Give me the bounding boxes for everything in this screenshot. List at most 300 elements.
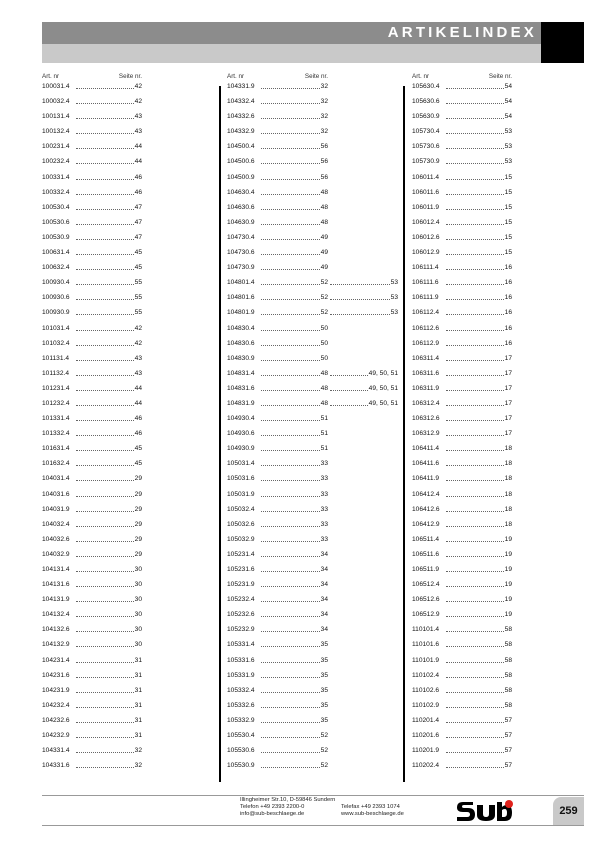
dot-leader (76, 722, 140, 723)
page-reference: 50 (320, 354, 328, 362)
dot-leader (261, 677, 326, 678)
page-reference: 55 (134, 309, 142, 317)
article-number: 105032.6 (227, 520, 255, 528)
article-number: 104630.9 (227, 218, 255, 226)
dot-leader (446, 601, 510, 602)
article-number: 105232.4 (227, 596, 255, 604)
index-row (42, 399, 142, 414)
index-row (42, 233, 142, 248)
page-number: 259 (559, 805, 578, 817)
page-reference: 48 (320, 188, 328, 196)
page-reference: 56 (320, 143, 328, 151)
page-reference: 57 (504, 762, 512, 770)
page-reference-extra: 53 (390, 294, 398, 302)
dot-leader (76, 662, 140, 663)
page-reference: 34 (320, 581, 328, 589)
page-reference: 58 (504, 701, 512, 709)
article-number: 100332.4 (42, 188, 70, 196)
index-row (412, 112, 512, 127)
dot-leader (261, 616, 326, 617)
index-row (42, 731, 142, 746)
article-number: 110102.4 (412, 671, 440, 679)
index-row (412, 369, 512, 384)
article-number: 106012.6 (412, 233, 440, 241)
page-reference: 32 (134, 747, 142, 755)
article-number: 104500.6 (227, 158, 255, 166)
article-number: 106112.9 (412, 339, 440, 347)
page-reference: 30 (134, 566, 142, 573)
article-number: 105730.4 (412, 128, 440, 136)
article-number: 104332.4 (227, 98, 255, 106)
article-number: 104031.9 (42, 505, 70, 513)
page-reference: 19 (504, 535, 512, 543)
index-row (42, 324, 142, 339)
article-number: 106511.6 (412, 550, 440, 558)
dot-leader (261, 646, 326, 647)
article-number: 104630.4 (227, 188, 255, 196)
article-number: 106512.6 (412, 596, 440, 604)
index-row (412, 218, 512, 233)
article-number: 104132.4 (42, 611, 70, 619)
index-row (42, 429, 142, 444)
index-row (227, 716, 398, 731)
page-reference-extra: 53 (390, 309, 398, 317)
article-number: 105331.9 (227, 671, 255, 679)
index-row (412, 414, 512, 429)
index-row (412, 671, 512, 686)
index-column-2 (227, 72, 398, 776)
dot-leader (76, 480, 140, 481)
index-row (42, 746, 142, 761)
page-reference: 15 (504, 218, 512, 226)
footer-address: Illingheimer Str.10, D-59846 Sundern (240, 797, 336, 803)
page-reference: 18 (504, 460, 512, 468)
index-row (42, 354, 142, 369)
page-reference: 31 (134, 656, 142, 664)
page-reference: 43 (134, 354, 142, 362)
page-reference: 45 (134, 264, 142, 272)
page-reference: 46 (134, 415, 142, 423)
index-row (42, 656, 142, 671)
index-row (227, 203, 398, 218)
index-row (227, 731, 398, 746)
index-row (412, 157, 512, 172)
page-reference: 43 (134, 369, 142, 377)
article-number: 104830.4 (227, 324, 255, 332)
index-row (42, 97, 142, 112)
article-number: 100530.4 (42, 203, 70, 211)
dot-leader (76, 88, 140, 89)
dot-leader (261, 556, 326, 557)
dot-leader (446, 254, 510, 255)
dot-leader (446, 677, 510, 678)
index-row (227, 324, 398, 339)
dot-leader (76, 254, 140, 255)
index-row (412, 293, 512, 308)
dot-leader (446, 420, 510, 421)
dot-leader (76, 707, 140, 708)
article-number: 105530.9 (227, 762, 255, 770)
article-number: 105332.9 (227, 716, 255, 724)
page-reference: 35 (320, 656, 328, 664)
article-number: 100232.4 (42, 158, 70, 166)
article-number: 104831.9 (227, 399, 255, 407)
index-row (227, 399, 398, 414)
page-reference: 16 (504, 309, 512, 317)
index-row (42, 248, 142, 263)
dot-leader (446, 133, 510, 134)
index-row (227, 142, 398, 157)
dot-leader (76, 541, 140, 542)
column-header (42, 72, 142, 82)
dot-leader (261, 450, 326, 451)
dot-leader (76, 345, 140, 346)
dot-leader (76, 148, 140, 149)
page-reference: 17 (504, 430, 512, 438)
article-number: 104231.9 (42, 686, 70, 694)
page-reference: 51 (320, 445, 328, 453)
article-number: 106111.4 (412, 264, 439, 272)
dot-leader (261, 631, 326, 632)
dot-leader (261, 284, 326, 285)
article-number: 104500.4 (227, 143, 255, 151)
article-number: 101232.4 (42, 399, 70, 407)
index-row (412, 761, 512, 776)
index-row (227, 414, 398, 429)
page-reference: 16 (504, 279, 512, 287)
page-reference: 30 (134, 626, 142, 634)
page-reference: 15 (504, 203, 512, 211)
page-reference: 15 (504, 173, 512, 181)
index-row (42, 339, 142, 354)
index-row (42, 157, 142, 172)
dot-leader (446, 707, 510, 708)
dot-leader (446, 541, 510, 542)
article-number: 100530.9 (42, 233, 70, 241)
index-row (227, 701, 398, 716)
page-reference: 19 (504, 566, 512, 573)
index-row (227, 640, 398, 655)
page-reference: 18 (504, 505, 512, 513)
article-number: 105031.6 (227, 475, 255, 483)
dot-leader (446, 179, 510, 180)
dot-leader (261, 480, 326, 481)
page-reference: 50 (320, 324, 328, 332)
article-number: 101332.4 (42, 430, 70, 438)
article-number: 106512.4 (412, 581, 440, 589)
page-reference: 34 (320, 566, 328, 573)
index-row (227, 474, 398, 489)
page-reference: 52 (320, 732, 328, 740)
page-reference: 31 (134, 732, 142, 740)
index-row (412, 535, 512, 550)
article-number: 105032.9 (227, 535, 255, 543)
index-row (412, 263, 512, 278)
page-reference: 47 (134, 203, 142, 211)
article-number: 100331.4 (42, 173, 70, 181)
dot-leader (446, 360, 510, 361)
dot-leader (446, 103, 510, 104)
dot-leader (76, 616, 140, 617)
page-reference: 31 (134, 686, 142, 694)
dot-leader (76, 269, 140, 270)
index-row (412, 595, 512, 610)
index-row (227, 550, 398, 565)
index-row (227, 520, 398, 535)
index-row (227, 490, 398, 505)
index-row (227, 112, 398, 127)
index-row (42, 580, 142, 595)
index-row (412, 686, 512, 701)
article-number: 106111.6 (412, 279, 439, 287)
page-reference: 54 (504, 113, 512, 121)
article-number: 106112.6 (412, 324, 440, 332)
page-reference: 58 (504, 641, 512, 649)
page-reference: 31 (134, 716, 142, 724)
article-number: 105630.6 (412, 98, 440, 106)
index-row (412, 490, 512, 505)
article-number: 106511.9 (412, 566, 440, 573)
article-number: 110102.9 (412, 701, 440, 709)
dot-leader (446, 586, 510, 587)
dot-leader (261, 511, 326, 512)
dot-leader (261, 254, 326, 255)
page-reference: 51 (320, 415, 328, 423)
page-reference: 29 (134, 475, 142, 483)
page-reference: 30 (134, 596, 142, 604)
article-number: 100231.4 (42, 143, 70, 151)
index-row (412, 746, 512, 761)
index-row (412, 474, 512, 489)
page-title: ARTIKELINDEX (387, 24, 537, 41)
article-number: 104032.9 (42, 550, 70, 558)
page-reference: 58 (504, 656, 512, 664)
page-reference: 43 (134, 113, 142, 121)
page-reference: 17 (504, 415, 512, 423)
dot-leader (261, 269, 326, 270)
dot-leader (76, 405, 140, 406)
article-number: 105032.4 (227, 505, 255, 513)
index-row (227, 610, 398, 625)
page-reference: 31 (134, 671, 142, 679)
article-number: 104132.6 (42, 626, 70, 634)
dot-leader (446, 299, 510, 300)
index-row (227, 263, 398, 278)
index-row (412, 731, 512, 746)
dot-leader (446, 239, 510, 240)
page-reference: 34 (320, 626, 328, 634)
dot-leader (261, 88, 326, 89)
dot-leader (261, 330, 326, 331)
article-number: 106311.4 (412, 354, 440, 362)
index-row (42, 550, 142, 565)
article-number: 104232.9 (42, 732, 70, 740)
page-reference: 49 (320, 264, 328, 272)
index-row (227, 308, 398, 323)
dot-leader (76, 330, 140, 331)
article-number: 101032.4 (42, 339, 70, 347)
column-divider (219, 86, 221, 782)
index-row (227, 248, 398, 263)
page-reference: 16 (504, 324, 512, 332)
page-reference: 19 (504, 550, 512, 558)
index-row (412, 565, 512, 580)
page-reference: 45 (134, 249, 142, 257)
article-number: 104930.6 (227, 430, 255, 438)
page-reference: 46 (134, 430, 142, 438)
page-reference: 29 (134, 550, 142, 558)
index-row (42, 188, 142, 203)
article-number: 104500.9 (227, 173, 255, 181)
dot-leader (261, 314, 326, 315)
index-row (227, 505, 398, 520)
dot-leader (76, 360, 140, 361)
article-number: 105331.4 (227, 641, 255, 649)
page-reference: 35 (320, 671, 328, 679)
article-number: 100631.4 (42, 249, 70, 257)
article-number: 104831.6 (227, 384, 255, 392)
index-row (42, 384, 142, 399)
index-row (412, 354, 512, 369)
article-number: 104930.4 (227, 415, 255, 423)
page-reference: 29 (134, 490, 142, 498)
index-row (42, 565, 142, 580)
article-number: 105530.4 (227, 732, 255, 740)
dot-leader (261, 345, 326, 346)
index-row (42, 459, 142, 474)
article-number: 101231.4 (42, 384, 70, 392)
dot-leader (446, 767, 510, 768)
column-header-page-nr: Seite nr. (488, 73, 512, 80)
article-number: 101132.4 (42, 369, 70, 377)
index-row (42, 369, 142, 384)
page-reference: 53 (504, 158, 512, 166)
dot-leader (446, 148, 510, 149)
page-reference: 48 (320, 369, 328, 377)
article-number: 106011.6 (412, 188, 440, 196)
page-reference: 53 (504, 143, 512, 151)
dot-leader (261, 224, 326, 225)
dot-leader (446, 163, 510, 164)
article-number: 100131.4 (42, 113, 70, 121)
page-reference: 18 (504, 520, 512, 528)
dot-leader (76, 284, 140, 285)
page-reference: 56 (320, 158, 328, 166)
page-reference: 47 (134, 233, 142, 241)
dot-leader (446, 526, 510, 527)
page-reference: 35 (320, 686, 328, 694)
dot-leader (261, 767, 326, 768)
column-header-page-nr: Seite nr. (118, 73, 142, 80)
article-number: 101632.4 (42, 460, 70, 468)
dot-leader (261, 299, 326, 300)
article-number: 104131.9 (42, 596, 70, 604)
page-reference: 54 (504, 98, 512, 106)
page-reference: 17 (504, 399, 512, 407)
index-row (412, 716, 512, 731)
index-row (42, 490, 142, 505)
index-row (412, 173, 512, 188)
article-number: 104801.4 (227, 279, 255, 287)
footer-rule-bottom (42, 825, 584, 826)
article-number: 110201.9 (412, 747, 440, 755)
page-reference: 48 (320, 384, 328, 392)
page-reference: 52 (320, 747, 328, 755)
article-number: 104730.6 (227, 249, 255, 257)
index-row (227, 580, 398, 595)
index-row (42, 474, 142, 489)
page-reference: 48 (320, 218, 328, 226)
article-number: 104331.4 (42, 747, 70, 755)
dot-leader (446, 692, 510, 693)
index-row (42, 263, 142, 278)
page-reference: 52 (320, 294, 328, 302)
article-number: 104231.4 (42, 656, 70, 664)
index-row (42, 293, 142, 308)
page-reference: 15 (504, 233, 512, 241)
index-row (42, 127, 142, 142)
page-reference: 33 (320, 475, 328, 483)
article-number: 105231.6 (227, 566, 255, 573)
article-number: 106312.4 (412, 399, 440, 407)
page-reference: 47 (134, 218, 142, 226)
page-reference: 42 (134, 83, 142, 90)
index-row (412, 308, 512, 323)
index-row (42, 671, 142, 686)
dot-leader (76, 752, 140, 753)
footer-email[interactable]: info@sub-beschlaege.de (240, 811, 305, 817)
page-reference: 32 (320, 113, 328, 121)
page-reference: 15 (504, 188, 512, 196)
index-row (42, 82, 142, 97)
header-band-light (42, 44, 542, 63)
dot-leader (446, 631, 510, 632)
article-number: 110101.9 (412, 656, 440, 664)
index-row (412, 248, 512, 263)
article-number: 101031.4 (42, 324, 70, 332)
article-number: 106412.4 (412, 490, 440, 498)
dot-leader (261, 405, 326, 406)
page-reference: 31 (134, 701, 142, 709)
article-number: 101631.4 (42, 445, 70, 453)
index-row (412, 82, 512, 97)
dot-leader (76, 299, 140, 300)
dot-leader (76, 465, 140, 466)
article-number: 100031.4 (42, 83, 70, 90)
article-number: 101331.4 (42, 415, 70, 423)
page-reference: 33 (320, 490, 328, 498)
index-row (227, 354, 398, 369)
column-header (412, 72, 512, 82)
index-row (227, 218, 398, 233)
dot-leader (261, 209, 326, 210)
dot-leader (261, 526, 326, 527)
dot-leader (446, 314, 510, 315)
article-number: 104332.9 (227, 128, 255, 136)
dot-leader (76, 631, 140, 632)
dot-leader (261, 722, 326, 723)
article-number: 106311.6 (412, 369, 440, 377)
article-number: 104630.6 (227, 203, 255, 211)
index-row (412, 580, 512, 595)
index-row (42, 218, 142, 233)
page-reference: 34 (320, 611, 328, 619)
article-number: 106411.4 (412, 445, 440, 453)
index-row (227, 671, 398, 686)
page-reference: 54 (504, 83, 512, 90)
article-number: 104930.9 (227, 445, 255, 453)
footer-website[interactable]: www.sub-beschlaege.de (341, 811, 404, 817)
